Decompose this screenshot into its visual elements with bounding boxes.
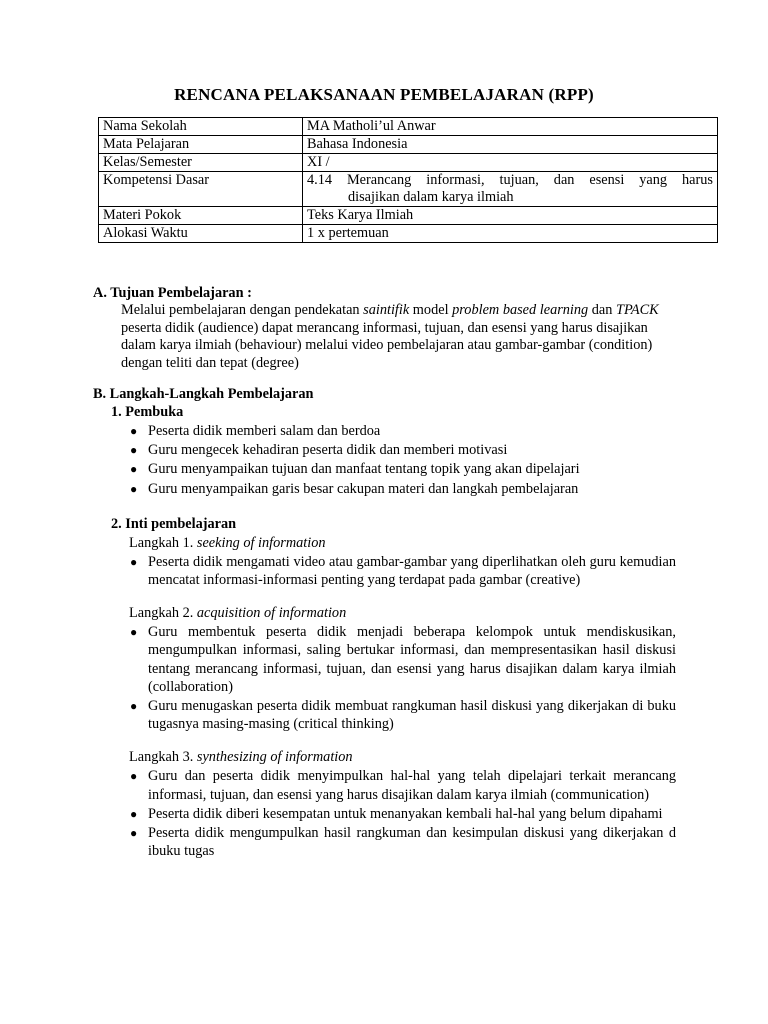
langkah-1-label: Langkah 1. seeking of information: [129, 534, 326, 551]
table-label: Kompetensi Dasar: [99, 172, 303, 207]
list-item: ● Guru menyampaikan garis besar cakupan materi dan langkah pembelajaran: [130, 480, 579, 497]
langkah-2-label: Langkah 2. acquisition of information: [129, 605, 347, 622]
table-row: [99, 154, 718, 172]
langkah-3-list: [129, 767, 676, 860]
bullet-icon: ●: [130, 443, 138, 458]
table-row: [99, 172, 718, 207]
inti-heading: 2. Inti pembelajaran: [111, 515, 237, 532]
bullet-icon: ●: [130, 462, 138, 477]
list-item: ● Guru dan peserta didik menyimpulkan hal-hal yang telah dipelajari terkait merancang informasi, tujuan, dan esensi yang harus disajikan dalam karya ilmiah (communication): [130, 768, 676, 803]
document-title: RENCANA PELAKSANAAN PEMBELAJARAN (RPP): [174, 85, 594, 104]
table-row: [99, 118, 718, 136]
list-item: ● Peserta didik memberi salam dan berdoa: [130, 423, 381, 439]
school-info-table: [98, 117, 718, 243]
list-item: ● Peserta didik mengumpulkan hasil rangkuman dan kesimpulan diskusi yang dikerjakan d ibuku tugas: [130, 825, 676, 860]
bullet-icon: ●: [130, 625, 138, 640]
table-value: MA Matholi’ul Anwar: [303, 118, 718, 136]
list-item: ● Peserta didik mengamati video atau gambar-gambar yang diperlihatkan oleh guru kemudian mencatat informasi-informasi penting yang terdapat pada gambar (creative): [130, 553, 676, 589]
table-row: [99, 207, 718, 225]
section-tujuan: [93, 284, 693, 372]
list-item: ● Peserta didik diberi kesempatan untuk menanyakan kembali hal-hal yang belum dipahami: [130, 805, 663, 822]
section-heading: A. Tujuan Pembelajaran :: [93, 285, 252, 301]
table-value: Bahasa Indonesia: [303, 136, 718, 154]
bullet-icon: ●: [130, 481, 138, 496]
table-label: Materi Pokok: [99, 207, 303, 225]
pembuka-list: [129, 422, 676, 498]
bullet-icon: ●: [130, 554, 138, 569]
table-label: Kelas/Semester: [99, 154, 303, 172]
table-label: Mata Pelajaran: [99, 136, 303, 154]
kd-line-2: disajikan dalam karya ilmiah: [348, 189, 514, 205]
table-row: [99, 136, 718, 154]
langkah-3-label: Langkah 3. synthesizing of information: [129, 749, 353, 766]
bullet-icon: ●: [130, 826, 138, 841]
kd-line-1: 4.14 Merancang informasi, tujuan, dan esensi yang harus: [307, 172, 713, 188]
list-item: ● Guru membentuk peserta didik menjadi beberapa kelompok untuk mendiskusikan, mengumpulkan informasi, saling bertukar informasi, dan mempresentasikan hasil diskusi tentang merancang informasi, tujuan, dan esensi yang harus disajikan dalam karya ilmiah (collaboration): [130, 624, 676, 695]
table-value: Teks Karya Ilmiah: [303, 207, 718, 225]
list-item: ● Guru mengecek kehadiran peserta didik dan memberi motivasi: [130, 442, 508, 459]
bullet-icon: ●: [130, 424, 138, 438]
list-item: ● Guru menugaskan peserta didik membuat rangkuman hasil diskusi yang dikerjakan di buku tugasnya masing-masing (critical thinking): [130, 698, 676, 733]
table-label: Nama Sekolah: [99, 118, 303, 136]
section-heading: B. Langkah-Langkah Pembelajaran: [93, 386, 314, 402]
pembuka-heading: 1. Pembuka: [111, 404, 184, 420]
langkah-2-list: [129, 623, 676, 733]
table-value: XI /: [303, 154, 718, 172]
bullet-icon: ●: [130, 806, 138, 821]
tujuan-paragraph: Melalui pembelajaran dengan pendekatan saintifik model problem based learning dan TPACK peserta didik (audience) dapat merancang informasi, tujuan, dan esensi yang harus disajikan dalam karya ilmiah (behaviour) melalui video pembelajaran atau gambar-gambar (condition) dengan teliti dan tepat (degree): [121, 302, 659, 371]
table-row: [99, 225, 718, 243]
bullet-icon: ●: [130, 769, 138, 784]
table-value: 1 x pertemuan: [303, 225, 718, 243]
table-value: [303, 172, 718, 207]
langkah-1-list: [129, 553, 676, 589]
bullet-icon: ●: [130, 699, 138, 714]
list-item: ● Guru menyampaikan tujuan dan manfaat tentang topik yang akan dipelajari: [130, 461, 580, 478]
table-label: Alokasi Waktu: [99, 225, 303, 243]
section-langkah: [93, 385, 693, 861]
